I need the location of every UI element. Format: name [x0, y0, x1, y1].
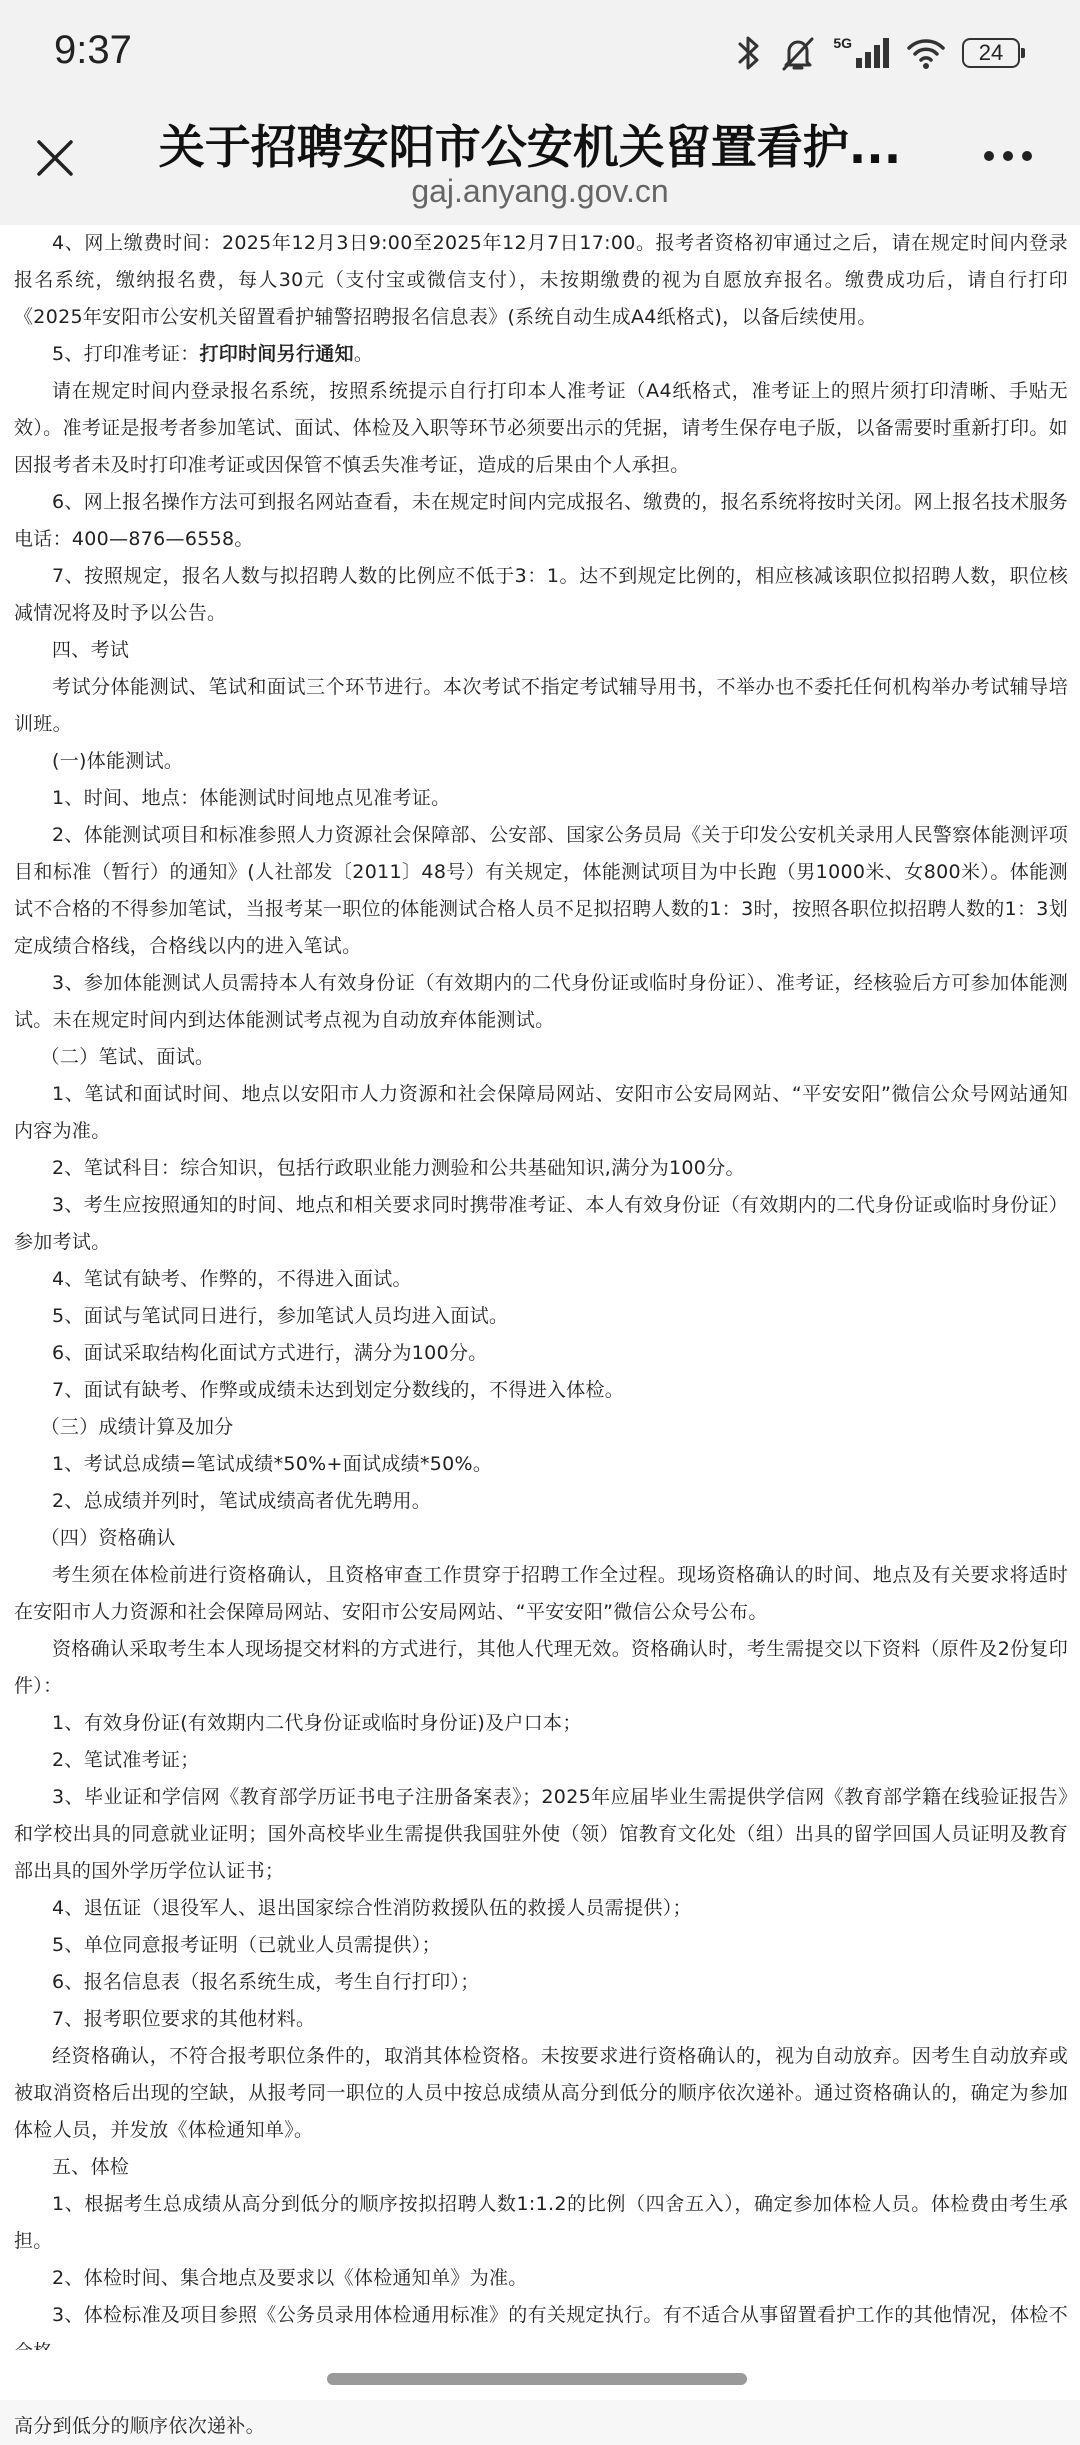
paragraph: 1、时间、地点：体能测试时间地点见准考证。 [52, 787, 451, 809]
page-domain: gaj.anyang.gov.cn [411, 173, 669, 209]
list-item: 2、笔试准考证； [52, 1749, 200, 1771]
page-title: 关于招聘安阳市公安机关留置看护... [158, 120, 902, 174]
home-indicator[interactable] [327, 2373, 747, 2385]
paragraph: 高分到低分的顺序依次递补。 [14, 2415, 265, 2437]
status-icons [735, 30, 1020, 76]
subsection-heading: （二）笔试、面试。 [40, 1046, 215, 1068]
paragraph: 考试分体能测试、笔试和面试三个环节进行。本次考试不指定考试辅导用书，不举办也不委托任何机构举办考试辅导培训班。 [14, 676, 1068, 735]
paragraph: 3、考生应按照通知的时间、地点和相关要求同时携带准考证、本人有效身份证（有效期内的二代身份证或临时身份证）参加考试。 [14, 1194, 1068, 1253]
print-time-note: 打印时间另行通知 [199, 343, 354, 365]
paragraph [0, 336, 1080, 373]
paragraph: 1、根据考生总成绩从高分到低分的顺序按拟招聘人数1:1.2的比例（四舍五入），确定参加体检人员。体检费由考生承担。 [14, 2193, 1068, 2252]
subsection-heading: (一)体能测试。 [52, 750, 184, 772]
more-dot-icon [1022, 151, 1032, 161]
paragraph: 4、网上缴费时间：2025年12月3日9:00至2025年12月7日17:00。报考者资格初审通过之后，请在规定时间内登录报名系统，缴纳报名费，每人30元（支付宝或微信支付），未按期缴费的视为自愿放弃报名。缴费成功后，请自行打印《2025年安阳市公安机关留置看护辅警招聘报名信息表》(系统自动生成A4纸格式)，以备后续使用。 [14, 232, 1068, 328]
paragraph-label: 5、打印准考证： [52, 343, 200, 365]
paragraph: 3、参加体能测试人员需持本人有效身份证（有效期内的二代身份证或临时身份证）、准考证，经核验后方可参加体能测试。未在规定时间内到达体能测试考点视为自动放弃体能测试。 [14, 972, 1068, 1031]
section-heading: 五、体检 [52, 2156, 130, 2178]
more-dot-icon [984, 151, 994, 161]
paragraph: 7、按照规定，报名人数与拟招聘人数的比例应不低于3：1。达不到规定比例的，相应核减该职位拟招聘人数，职位核减情况将及时予以公告。 [14, 565, 1068, 624]
mute-icon [779, 34, 817, 72]
battery-level: 24 [978, 40, 1004, 65]
paragraph: 7、面试有缺考、作弊或成绩未达到划定分数线的，不得进入体检。 [52, 1379, 625, 1401]
more-dot-icon [1003, 151, 1013, 161]
paragraph: 2、笔试科目：综合知识，包括行政职业能力测验和公共基础知识,满分为100分。 [52, 1157, 745, 1179]
wifi-icon [906, 36, 946, 70]
subsection-heading: （三）成绩计算及加分 [40, 1416, 234, 1438]
network-type-label: 5G [833, 35, 852, 51]
list-item: 5、单位同意报考证明（已就业人员需提供）； [52, 1934, 441, 1956]
paragraph: 请在规定时间内登录报名系统，按照系统提示自行打印本人准考证（A4纸格式，准考证上的照片须打印清晰、手贴无效）。准考证是报考者参加笔试、面试、体检及入职等环节必须要出示的凭据，请考生保存电子版，以备需要时重新打印。如因报考者未及时打印准考证或因保管不慎丢失准考证，造成的后果由个人承担。 [14, 380, 1068, 476]
paragraph: 2、体检时间、集合地点及要求以《体检通知单》为准。 [52, 2267, 528, 2289]
more-options-button[interactable] [984, 151, 1032, 161]
paragraph: 1、笔试和面试时间、地点以安阳市人力资源和社会保障局网站、安阳市公安局网站、“平安安阳”微信公众号网站通知内容为准。 [14, 1083, 1068, 1142]
list-item: 3、毕业证和学信网《教育部学历证书电子注册备案表》；2025年应届毕业生需提供学信网《教育部学籍在线验证报告》和学校出具的同意就业证明；国外高校毕业生需提供我国驻外使（领）馆教育文化处（组）出具的留学回国人员证明及教育部出具的国外学历学位认证书； [14, 1786, 1068, 1882]
list-item: 6、报名信息表（报名系统生成，考生自行打印）； [52, 1971, 480, 1993]
list-item: 1、有效身份证(有效期内二代身份证或临时身份证)及户口本； [52, 1712, 582, 1734]
paragraph: 2、体能测试项目和标准参照人力资源社会保障部、公安部、国家公务员局《关于印发公安机关录用人民警察体能测评项目和标准（暂行）的通知》(人社部发〔2011〕48号）有关规定，体能测试项目为中长跑（男1000米、女800米）。体能测试不合格的不得参加笔试，当报考某一职位的体能测试合格人员不足拟招聘人数的1：3时，按照各职位拟招聘人数的1：3划定成绩合格线，合格线以内的进入笔试。 [14, 824, 1068, 957]
paragraph: 经资格确认，不符合报考职位条件的，取消其体检资格。未按要求进行资格确认的，视为自动放弃。因考生自动放弃或被取消资格后出现的空缺，从报考同一职位的人员中按总成绩从高分到低分的顺序依次递补。通过资格确认的，确定为参加体检人员，并发放《体检通知单》。 [14, 2045, 1068, 2141]
battery-icon [962, 38, 1020, 68]
paragraph: 3、体检标准及项目参照《公务员录用体检通用标准》的有关规定执行。有不适合从事留置看护工作的其他情况，体检不 [52, 2304, 1068, 2326]
paragraph: 5、面试与笔试同日进行，参加笔试人员均进入面试。 [52, 1305, 509, 1327]
browser-header [0, 105, 1080, 225]
list-item: 4、退伍证（退役军人、退出国家综合性消防救援队伍的救援人员需提供）； [52, 1897, 692, 1919]
section-heading: 四、考试 [52, 639, 130, 661]
navigation-bar [0, 2350, 1080, 2400]
list-item: 7、报考职位要求的其他材料。 [52, 2008, 316, 2030]
status-time: 9:37 [54, 28, 132, 72]
close-button[interactable] [28, 131, 82, 185]
subsection-heading: （四）资格确认 [40, 1527, 176, 1549]
close-icon [35, 138, 75, 178]
paragraph: 2、总成绩并列时，笔试成绩高者优先聘用。 [52, 1490, 432, 1512]
paragraph: 1、考试总成绩=笔试成绩*50%+面试成绩*50%。 [52, 1453, 493, 1475]
bluetooth-icon [735, 34, 763, 72]
paragraph: 6、面试采取结构化面试方式进行，满分为100分。 [52, 1342, 488, 1364]
paragraph: 4、笔试有缺考、作弊的，不得进入面试。 [52, 1268, 412, 1290]
paragraph: 资格确认采取考生本人现场提交材料的方式进行，其他人代理无效。资格确认时，考生需提交以下资料（原件及2份复印件）： [14, 1638, 1068, 1697]
article-content[interactable] [0, 225, 1080, 2437]
paragraph: 6、网上报名操作方法可到报名网站查看，未在规定时间内完成报名、缴费的，报名系统将按时关闭。网上报名技术服务电话：400—876—6558。 [14, 491, 1068, 550]
status-bar [0, 0, 1080, 105]
paragraph-end: 。 [353, 343, 374, 365]
signal-icon [854, 36, 890, 70]
paragraph: 考生须在体检前进行资格确认，且资格审查工作贯穿于招聘工作全过程。现场资格确认的时间、地点及有关要求将适时在安阳市人力资源和社会保障局网站、安阳市公安局网站、“平安安阳”微信公众号公布。 [14, 1564, 1068, 1623]
